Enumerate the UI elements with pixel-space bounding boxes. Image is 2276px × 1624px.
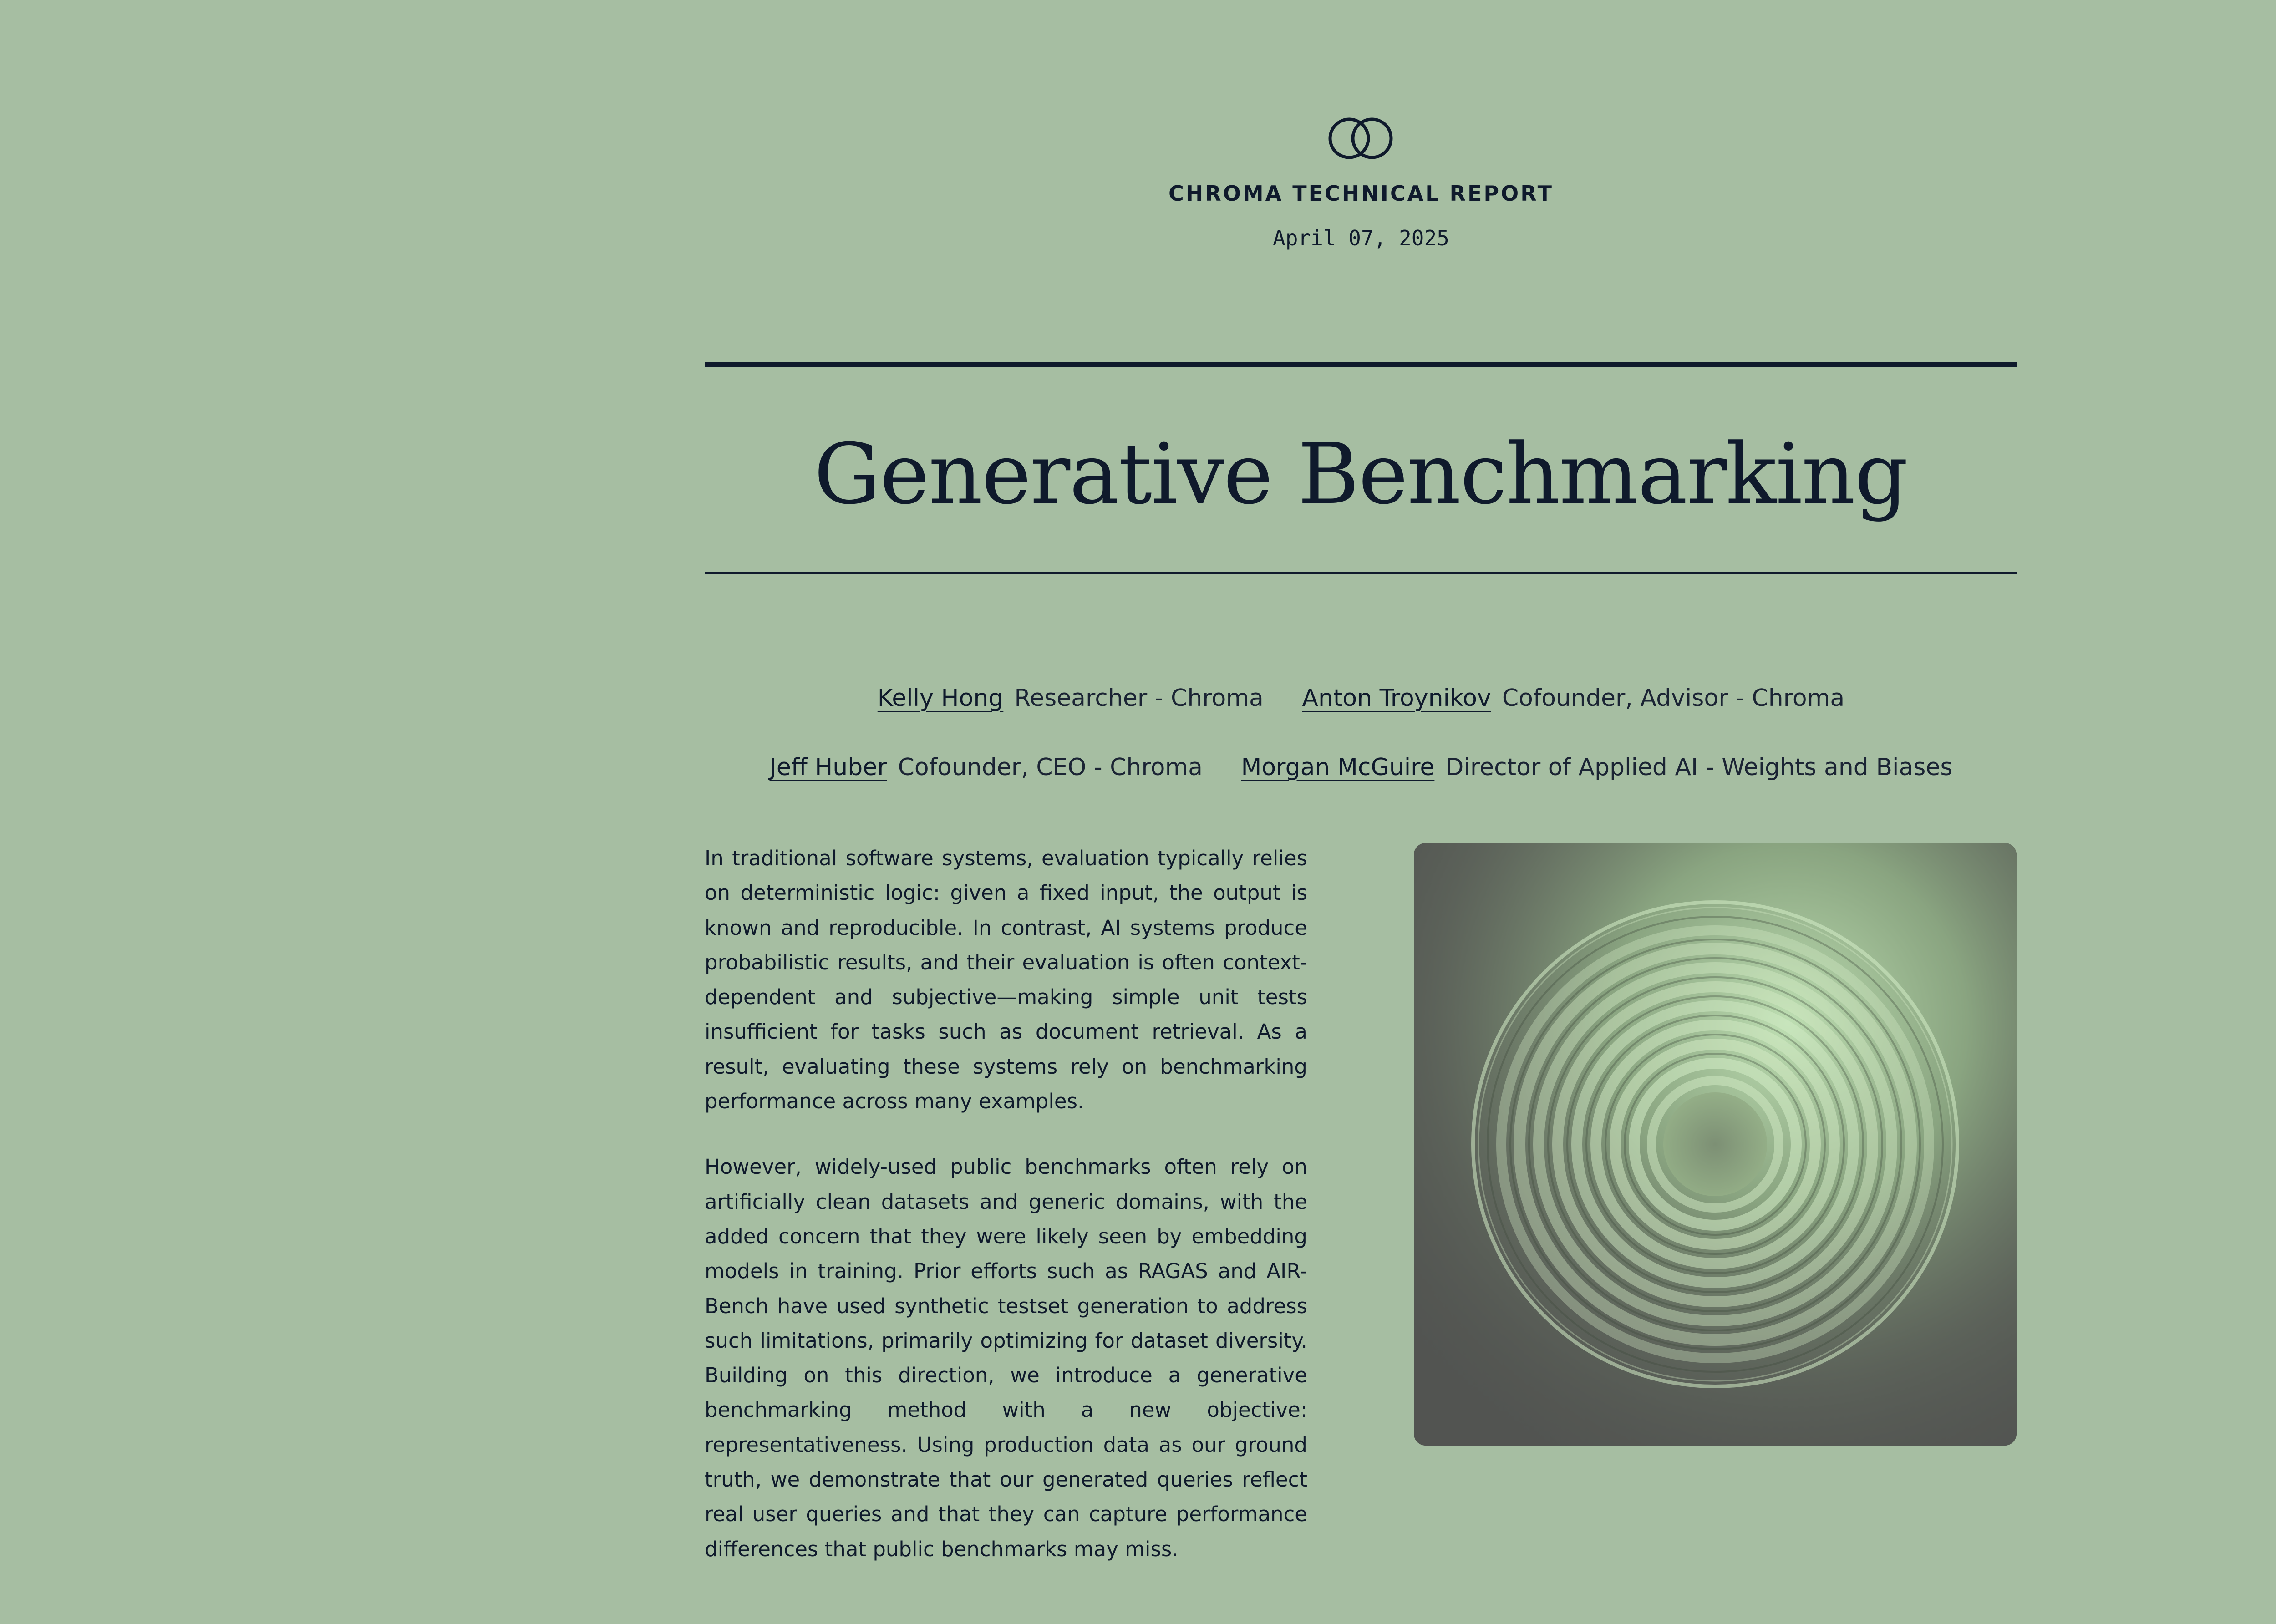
title-top-rule <box>705 362 2017 367</box>
abstract-text <box>705 841 1307 1598</box>
paragraph: However, widely-used public benchmarks often rely on artificially clean datasets and generic domains, with the added concern that they were likely seen by embedding models in training. Prior efforts such as RAGAS and AIR-Bench have used synthetic testset generation to address such limitations, primarily optimizing for dataset diversity. Building on this direction, we introduce a generative benchmarking method with a new objective: representativeness. Using production data as our ground truth, we demonstrate that our generated queries reflect real user queries and that they can capture performance differences that public benchmarks may miss. <box>705 1155 1307 1561</box>
report-label: CHROMA TECHNICAL REPORT <box>1168 181 1554 206</box>
author-entry <box>769 754 1202 781</box>
author-role: Cofounder, Advisor - Chroma <box>1502 685 1845 712</box>
author-role: Cofounder, CEO - Chroma <box>898 754 1203 781</box>
author-link[interactable]: Anton Troynikov <box>1302 685 1491 712</box>
hero-illustration <box>1414 843 2017 1446</box>
author-entry <box>1241 754 1953 781</box>
author-link[interactable]: Morgan McGuire <box>1241 754 1435 781</box>
authors-row <box>0 685 2276 712</box>
author-entry <box>878 685 1264 712</box>
authors-row <box>0 754 2276 781</box>
author-entry <box>1302 685 1844 712</box>
author-role: Director of Applied AI - Weights and Biases <box>1445 754 1953 781</box>
page-title: Generative Benchmarking <box>814 426 1907 523</box>
paragraph: In traditional software systems, evaluation typically relies on deterministic logic: given a fixed input, the output is known and reproducible. In contrast, AI systems produce probabilistic results, and their evaluation is often context-dependent and subjective—making simple unit tests insufficient for tasks such as document retrieval. As a result, evaluating these systems rely on benchmarking performance across many examples. <box>705 846 1307 1114</box>
author-link[interactable]: Jeff Huber <box>769 754 887 781</box>
title-bottom-rule <box>705 572 2017 574</box>
report-date: April 07, 2025 <box>1273 226 1449 250</box>
chroma-logo-icon <box>1327 117 1394 160</box>
author-role: Researcher - Chroma <box>1014 685 1264 712</box>
author-link[interactable]: Kelly Hong <box>877 685 1004 712</box>
concentric-rings-illustration <box>1414 843 2017 1446</box>
